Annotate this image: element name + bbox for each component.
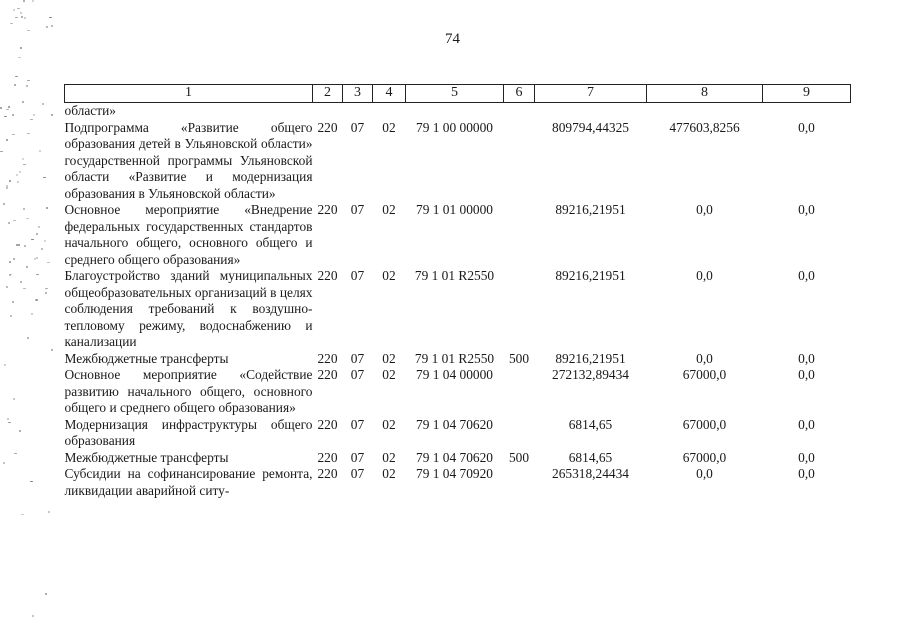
page-number: 74 — [445, 31, 460, 47]
row-expense-type-cell — [504, 120, 535, 203]
row-section-cell: 07 — [350, 268, 365, 283]
row-name-cell: Благоустройство зданий муниципальных общеобразовательных организаций в целях соблюдения требований к воздушно-тепловому режиму, водоснабжению и канализации — [64, 268, 313, 349]
table-row — [65, 103, 851, 120]
row-expense-type-cell — [504, 367, 535, 417]
table-row — [65, 268, 851, 351]
row-section-cell: 07 — [350, 119, 365, 135]
row-target-article-cell: 79 1 04 70920 — [416, 466, 493, 481]
row-name-cell: области» — [64, 103, 116, 118]
row-amount-cell: 6814,65 — [568, 416, 613, 432]
row-expense-type-cell — [504, 268, 535, 351]
row-code-cell: 220 — [317, 416, 338, 432]
row-amount-cell: 0,0 — [696, 202, 713, 217]
row-amount-cell — [647, 103, 763, 120]
row-amount-cell: 0,0 — [696, 268, 713, 283]
table-row — [65, 417, 851, 450]
row-target-article-cell: 79 1 01 R2550 — [414, 350, 495, 366]
row-code-cell: 220 — [317, 350, 338, 366]
row-section-cell: 07 — [350, 367, 365, 382]
row-expense-type-cell — [504, 417, 535, 450]
row-amount-cell: 265318,24434 — [552, 466, 629, 481]
row-amount-cell: 0,0 — [798, 202, 815, 217]
row-expense-type-cell: 500 — [508, 350, 530, 366]
row-section-cell — [343, 103, 373, 120]
row-amount-cell: 0,0 — [798, 119, 815, 135]
row-code-cell: 220 — [317, 202, 338, 217]
row-name-cell: Межбюджетные трансферты — [64, 350, 229, 366]
row-amount-cell: 0,0 — [696, 466, 713, 481]
row-subsection-cell: 02 — [382, 202, 396, 217]
row-subsection-cell: 02 — [382, 466, 396, 481]
table-row — [65, 120, 851, 203]
row-subsection-cell: 02 — [382, 416, 396, 432]
row-amount-cell: 0,0 — [798, 416, 815, 432]
row-expense-type-cell — [504, 202, 535, 268]
row-code-cell: 220 — [317, 449, 338, 465]
row-subsection-cell: 02 — [382, 367, 396, 382]
row-expense-type-cell: 500 — [508, 449, 530, 465]
row-amount-cell: 477603,8256 — [669, 119, 740, 135]
row-target-article-cell: 79 1 01 R2550 — [414, 268, 495, 283]
row-name-cell: Модернизация инфраструктуры общего образования — [64, 416, 313, 448]
row-target-article-cell: 79 1 00 00000 — [416, 119, 493, 135]
row-name-cell: Субсидии на софинансирование ремонта, ликвидации аварийной ситу- — [64, 466, 313, 498]
table-row — [65, 202, 851, 268]
header-cell: 9 — [763, 85, 851, 103]
row-amount-cell — [535, 103, 647, 120]
header-cell: 5 — [406, 85, 504, 103]
header-cell: 7 — [535, 85, 647, 103]
row-amount-cell: 6814,65 — [568, 449, 613, 465]
row-code-cell: 220 — [317, 268, 338, 283]
row-target-article-cell: 79 1 01 00000 — [416, 202, 493, 217]
table-row — [65, 367, 851, 417]
row-amount-cell: 67000,0 — [682, 449, 727, 465]
row-target-article-cell: 79 1 04 00000 — [416, 367, 493, 382]
row-subsection-cell: 02 — [382, 449, 396, 465]
scan-noise-edge — [0, 0, 58, 640]
row-subsection-cell — [373, 103, 406, 120]
row-section-cell: 07 — [350, 202, 365, 217]
row-amount-cell: 0,0 — [798, 449, 815, 465]
row-subsection-cell: 02 — [382, 119, 396, 135]
header-cell: 6 — [504, 85, 535, 103]
row-amount-cell: 809794,44325 — [552, 119, 629, 135]
header-cell: 1 — [65, 85, 313, 103]
row-code-cell: 220 — [317, 466, 338, 481]
row-target-article-cell — [406, 103, 504, 120]
row-amount-cell: 0,0 — [798, 268, 815, 283]
row-amount-cell: 0,0 — [798, 367, 815, 382]
row-section-cell: 07 — [350, 449, 365, 465]
row-expense-type-cell — [504, 103, 535, 120]
row-name-cell: Основное мероприятие «Внедрение федеральных государственных стандартов начального общего, основного общего и среднего общего образования» — [64, 202, 313, 267]
row-target-article-cell: 79 1 04 70620 — [416, 416, 493, 432]
row-name-cell: Подпрограмма «Развитие общего образования детей в Ульяновской области» государственной программы Ульяновской области «Развитие и модернизация образования в Ульяновской области» — [64, 119, 313, 201]
row-amount-cell: 89216,21951 — [555, 350, 626, 366]
row-section-cell: 07 — [350, 466, 365, 481]
row-target-article-cell: 79 1 04 70620 — [416, 449, 493, 465]
row-subsection-cell: 02 — [382, 350, 396, 366]
row-code-cell: 220 — [317, 367, 338, 382]
row-amount-cell: 89216,21951 — [555, 202, 626, 217]
table-row — [65, 351, 851, 368]
row-code-cell: 220 — [317, 119, 338, 135]
row-amount-cell: 89216,21951 — [555, 268, 626, 283]
row-name-cell: Основное мероприятие «Содействие развитию начального общего, основного общего и среднего общего образования» — [64, 367, 313, 415]
row-section-cell: 07 — [350, 416, 365, 432]
row-expense-type-cell — [504, 466, 535, 499]
row-amount-cell: 0,0 — [798, 466, 815, 481]
row-name-cell: Межбюджетные трансферты — [64, 449, 229, 465]
row-code-cell — [313, 103, 343, 120]
row-section-cell: 07 — [350, 350, 365, 366]
row-amount-cell: 67000,0 — [682, 416, 727, 432]
row-amount-cell: 0,0 — [798, 350, 815, 366]
header-cell: 3 — [343, 85, 373, 103]
header-cell: 4 — [373, 85, 406, 103]
row-amount-cell: 67000,0 — [682, 367, 727, 382]
header-cell: 2 — [313, 85, 343, 103]
row-amount-cell: 272132,89434 — [552, 367, 629, 382]
row-subsection-cell: 02 — [382, 268, 396, 283]
row-amount-cell: 0,0 — [696, 350, 713, 366]
table-row — [65, 450, 851, 467]
budget-table — [64, 84, 851, 499]
header-cell: 8 — [647, 85, 763, 103]
row-amount-cell — [763, 103, 851, 120]
header-row — [65, 85, 851, 103]
table-row — [65, 466, 851, 499]
